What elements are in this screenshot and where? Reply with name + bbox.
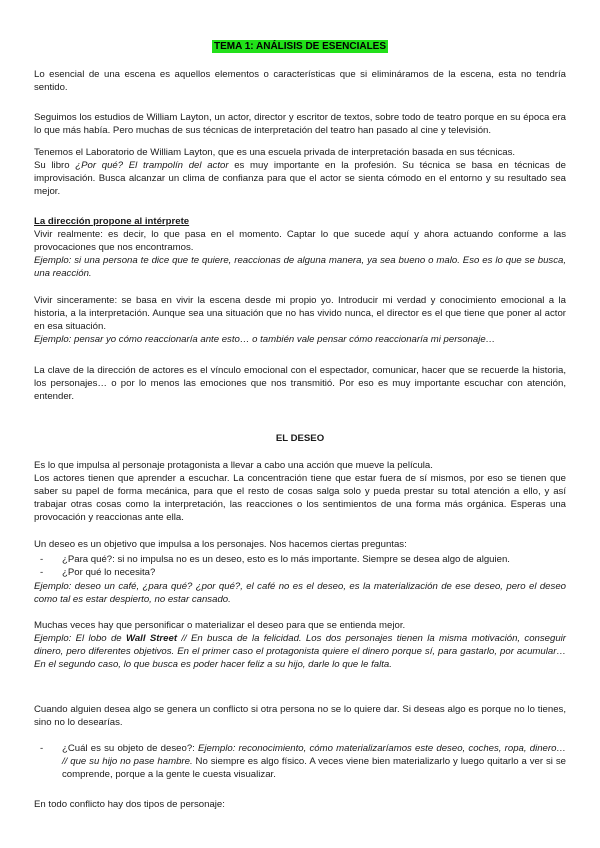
- libro-paragraph: [34, 159, 566, 198]
- deseo-paragraph-5: Cuando alguien desea algo se genera un conflicto si otra persona no se lo quiere dar. Si deseas algo es porque no lo tienes, sino no lo desearías.: [34, 704, 566, 728]
- list-item: - ¿Para qué?: si no impulsa no es un deseo, esto es lo más importante. Siempre se desea algo de alguien.: [34, 553, 566, 566]
- document-title: TEMA 1: ANÁLISIS DE ESENCIALES: [213, 41, 387, 52]
- clave-direccion-paragraph: La clave de la dirección de actores es el vínculo emocional con el espectador, comunicar, hacer que se recuerde la historia, los personajes… o por lo menos las emociones que nos transmitió. Por eso es muy importante escuchar con atención, entender.: [34, 365, 566, 402]
- vivir-realmente-paragraph: Vivir realmente: es decir, lo que pasa en el momento. Captar lo que sucede aquí y ahora actuando conforme a las provocaciones que nos encontramos.: [34, 229, 566, 253]
- deseo-paragraph-1: Es lo que impulsa al personaje protagonista a llevar a cabo una acción que mueve la película.: [34, 460, 433, 471]
- questions-list: [34, 553, 566, 579]
- title-line: [34, 40, 566, 53]
- intro-paragraph-1: Lo esencial de una escena es aquellos elementos o características que si elimináramos de la escena, esta no tendría sentido.: [34, 69, 566, 93]
- deseo-paragraph-3: Un deseo es un objetivo que impulsa a los personajes. Nos hacemos ciertas preguntas:: [34, 539, 407, 550]
- example-cafe: Ejemplo: deseo un café, ¿para qué? ¿por qué?, el café no es el deseo, es la materialización de ese deseo, pero el deseo como tal es estar despierto, no estar cansado.: [34, 581, 566, 605]
- deseo-paragraph-6: En todo conflicto hay dos tipos de personaje:: [34, 799, 225, 810]
- example-reaccionaria: Ejemplo: pensar yo cómo reaccionaría ante esto… o también vale pensar cómo reaccionaría mi personaje…: [34, 334, 496, 345]
- intro-paragraph-2: Seguimos los estudios de William Layton, un actor, director y escritor de textos, sobre todo de teatro porque en su época era lo que más había. Pero muchas de sus técnicas de interpretación del teatro han pasado al cine y televisión.: [34, 112, 566, 136]
- libro-title: ¿Por qué? El trampolín del actor: [75, 160, 229, 171]
- section-heading-direccion: La dirección propone al intérprete: [34, 216, 190, 227]
- example-reaccion: Ejemplo: si una persona te dice que te quiere, reaccionas de alguna manera, ya sea bueno o malo. Eso es lo que se busca, una reacción.: [34, 255, 566, 279]
- vivir-sinceramente-paragraph: Vivir sinceramente: se basa en vivir la escena desde mi propio yo. Introducir mi verdad y conocimiento emocional a la historia, a la interpretación. Aunque sea una situación que no has vivido nunca, el director es el que tiene que poner al actor en esa situación.: [34, 295, 566, 332]
- example-wall-street: Ejemplo: El lobo de Wall Street // En busca de la felicidad. Los dos personajes tienen la misma motivación, conseguir dinero, pero diferentes objetivos. En el primer caso el protagonista quiere el dinero porque sí, para gastarlo, por acumular… En el segundo caso, lo que busca es poder hacer feliz a su hijo, darle lo que le falta.: [34, 633, 566, 670]
- deseo-paragraph-2: Los actores tienen que aprender a escuchar. La concentración tiene que estar fuera de sí mismos, por eso se tienen que saber su papel de forma mecánica, para que el resto de cosas salga solo y pueda prestar su total atención a ello, y así trabajar otras cosas como la interpretación, las reacciones o los sentimientos de una forma más orgánica. Esperas una provocación y reaccionas ante ella.: [34, 473, 566, 523]
- section-heading-deseo: EL DESEO: [275, 433, 325, 444]
- objeto-deseo-list: [34, 742, 566, 781]
- intro-paragraph-3: Tenemos el Laboratorio de William Layton, que es una escuela privada de interpretación basada en sus técnicas.: [34, 147, 516, 158]
- libro-post: es muy importante en la profesión. Su técnica se basa en técnicas de improvisación. Busca alcanzar un clima de confianza para que el actor se sienta cómodo en el entorno y su resultado sea mejor.: [34, 160, 567, 197]
- list-item: - ¿Por qué lo necesita?: [34, 566, 566, 579]
- deseo-paragraph-4: Muchas veces hay que personificar o materializar el deseo para que se entienda mejor.: [34, 620, 406, 631]
- list-item: - ¿Cuál es su objeto de deseo?: Ejemplo: reconocimiento, cómo materializaríamos este deseo, coches, ropa, dinero… // que su hijo no pase hambre. No siempre es algo físico. A veces viene bien materializarlo y luego quitarlo a ver si se comprende, porque a la gente le cuesta visualizar.: [34, 742, 566, 781]
- libro-pre: Su libro: [34, 160, 76, 171]
